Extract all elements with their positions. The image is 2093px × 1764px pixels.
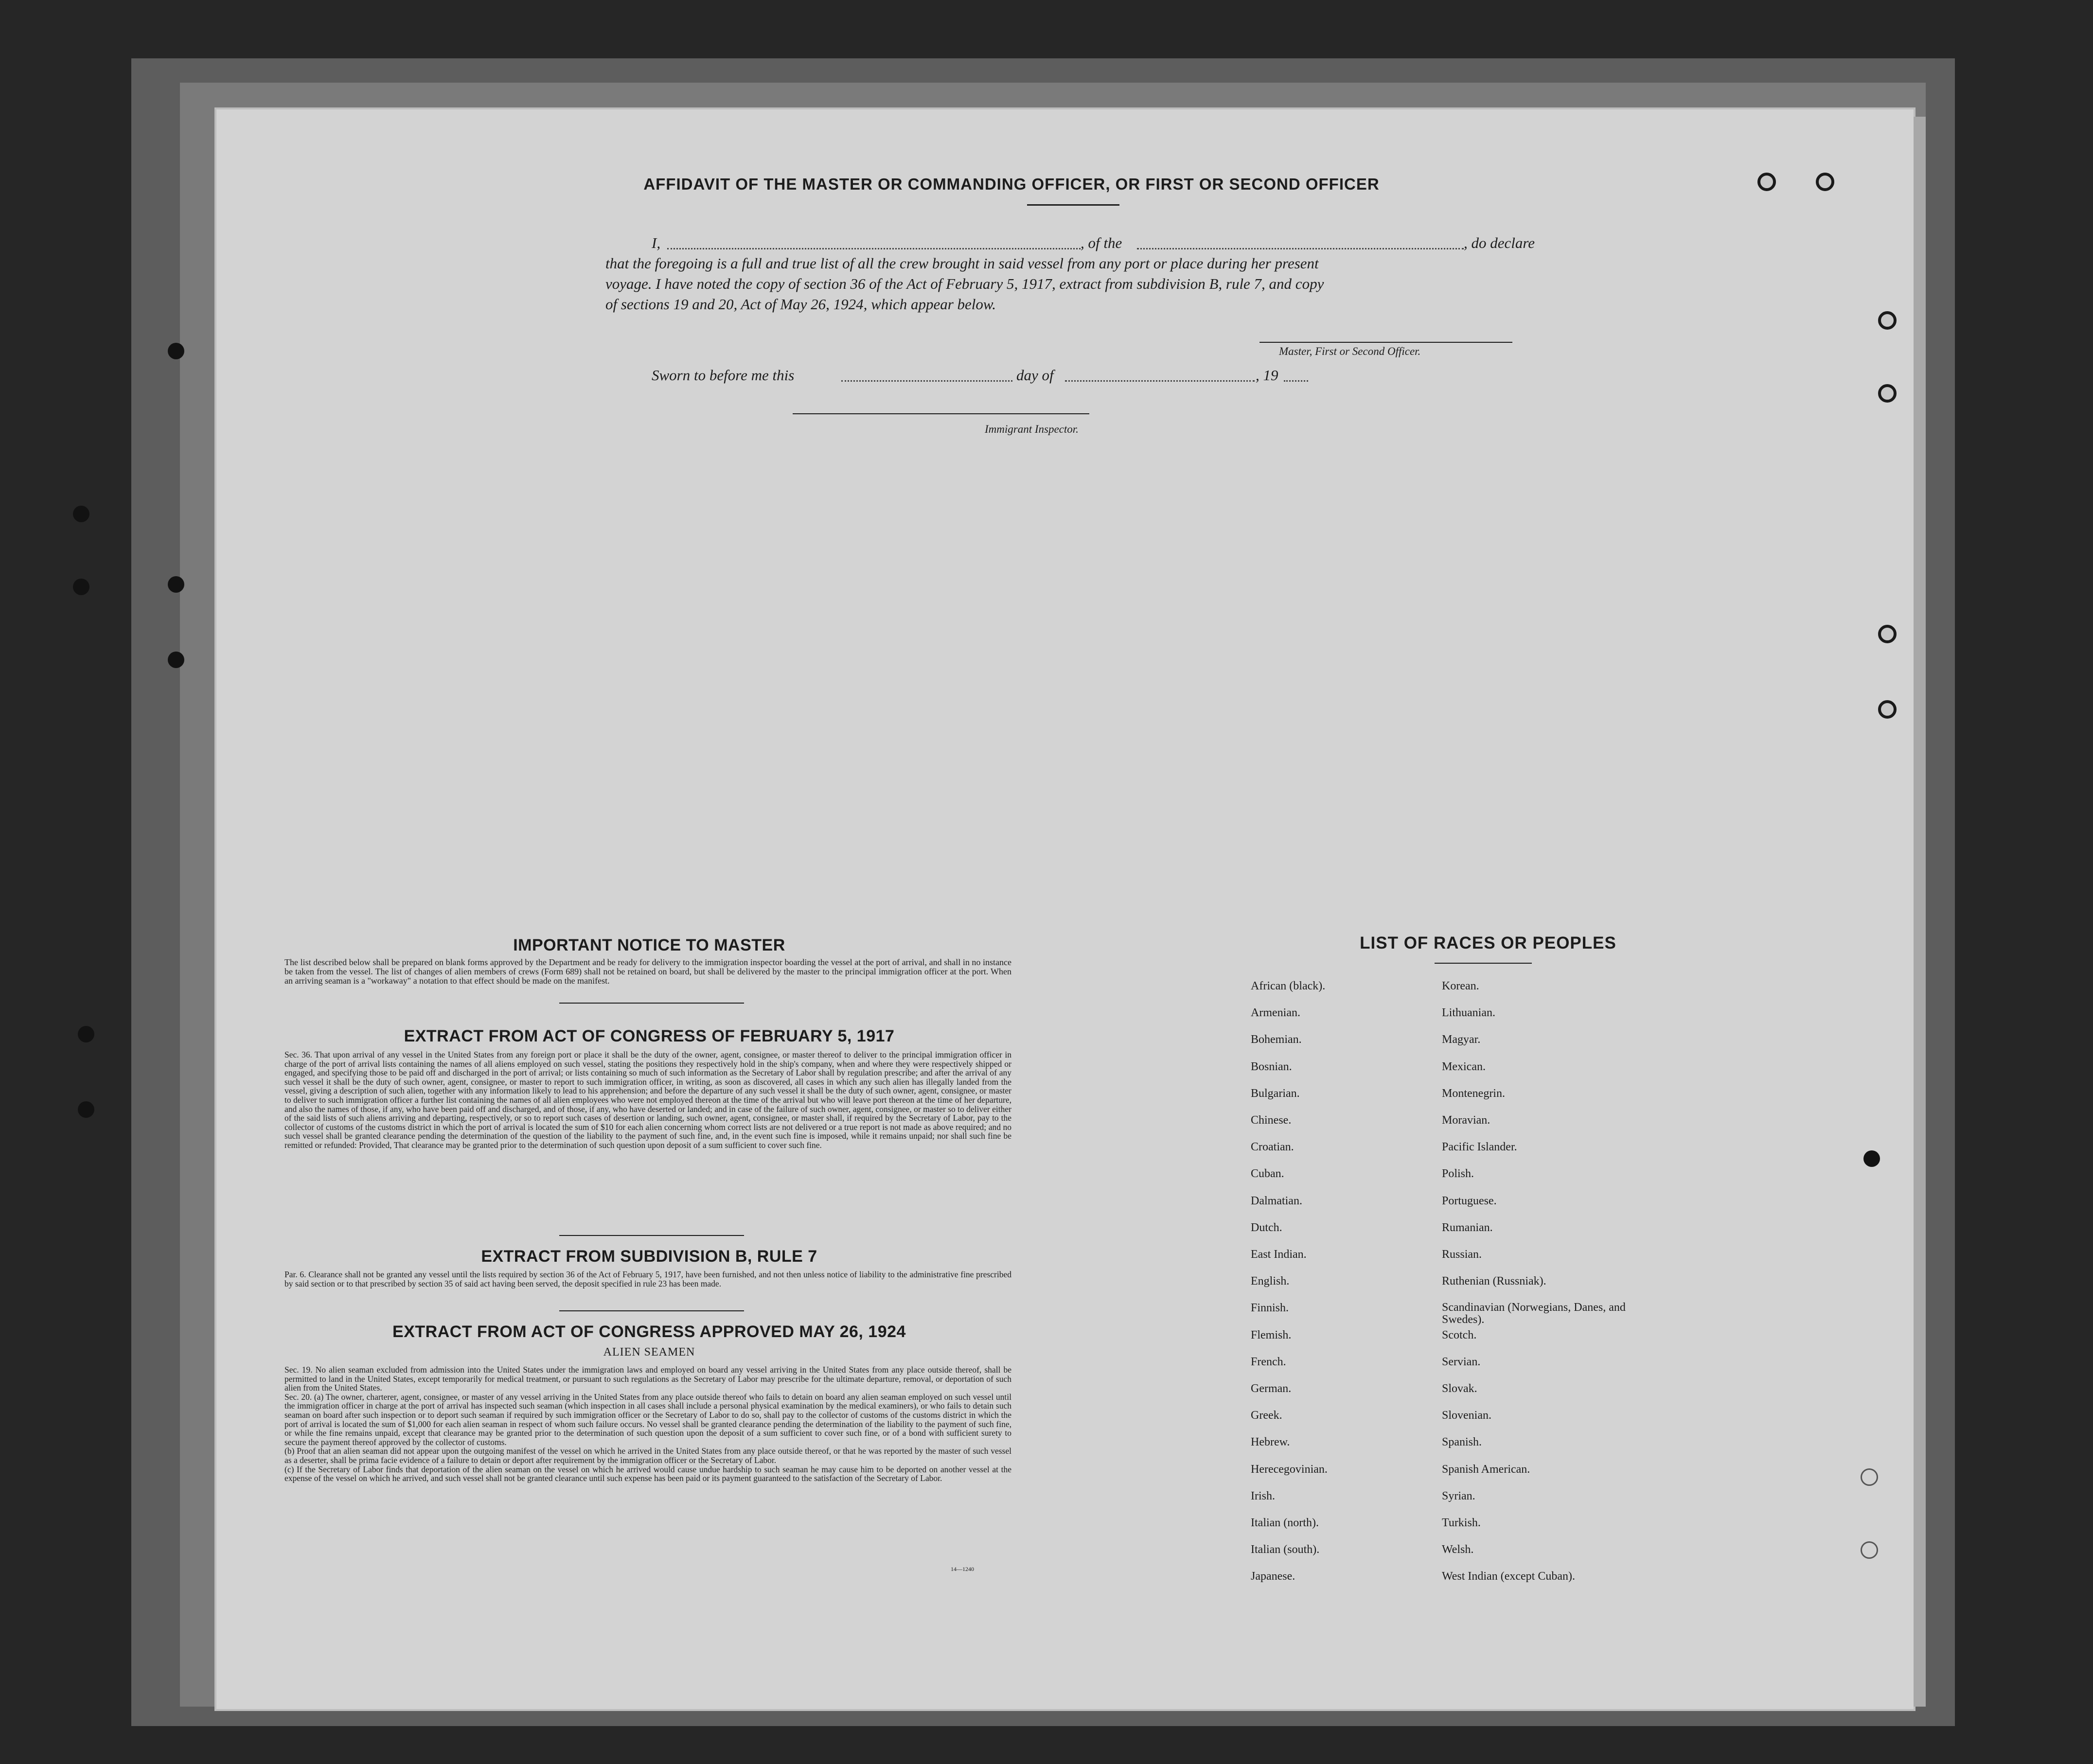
race-item: East Indian. [1251, 1248, 1307, 1261]
races-title: LIST OF RACES OR PEOPLES [1360, 934, 1616, 953]
binder-hole [1878, 311, 1897, 330]
binder-hole [1878, 625, 1897, 643]
sworn-day-blank [841, 380, 1012, 382]
year-label: , 19 [1256, 367, 1278, 384]
divider [559, 1003, 744, 1004]
race-item: Welsh. [1442, 1543, 1474, 1556]
races-underline [1435, 963, 1532, 964]
affidavit-line-3: voyage. I have noted the copy of section 36 of the Act of February 5, 1917, extract from subdivision B, rule 7, and copy [605, 275, 1324, 292]
extract1-text: Sec. 36. That upon arrival of any vessel in the United States from any foreign port or place it shall be the duty of the owner, agent, consignee, or master thereof to deliver to the principal immigration officer in charge of the port of arrival lists containing the names of all aliens employed on such vessel, stating the positions they respectively hold in the ship's company, when and where they were respectively shipped or engaged, and specifying those to be paid off and discharged in the port of arrival; or lists containing so much of such information as the Secretary of Labor shall by regulation prescribe; and after the arrival of any such vessel it shall be the duty of such owner, agent, consignee, or master to report to such immigration officer, in writing, as soon as discovered, all cases in which any such alien has illegally landed from the vessel, giving a description of such alien, together with any information likely to lead to his apprehension; and before the departure of any such vessel it shall be the duty of such owner, agent, consignee, or master to deliver to such immigration officer a further list containing the names of all alien employees who were not employed thereon at the time of the arrival but who will leave port thereon at the time of her departure, and also the names of those, if any, who have been paid off and discharged, and of those, if any, who have deserted or landed; and in case of the failure of such owner, agent, consignee, or master so to deliver either of the said lists of such aliens arriving and departing, respectively, or so to report such cases of desertion or landing, such owner, agent, consignee, or master shall, if required by the Secretary of Labor, pay to the collector of customs of the customs district in which the port of arrival is located the sum of $10 for each alien concerning whom correct lists are not delivered or a true report is not made as above required; and no such vessel shall be granted clearance pending the determination of the question of the liability to the payment of such fine, and, in the event such fine is imposed, while it remains unpaid; nor shall such fine be remitted or refunded: Provided, That clearance may be granted prior to the determination of such question upon deposit of a sum sufficient to cover such fine. [284, 1050, 1011, 1150]
title-underline [1027, 204, 1119, 206]
extract1-title: EXTRACT FROM ACT OF CONGRESS OF FEBRUARY 5, 1917 [404, 1027, 895, 1045]
binder-hole [1878, 384, 1897, 403]
binder-hole [168, 652, 184, 668]
race-item: Servian. [1442, 1355, 1481, 1368]
binder-hole [1757, 173, 1776, 191]
race-item: African (black). [1251, 980, 1326, 992]
affidavit-line-2: that the foregoing is a full and true list of all the crew brought in said vessel from any port or place during her present [605, 255, 1319, 272]
affidavit-line-4: of sections 19 and 20, Act of May 26, 1924, which appear below. [605, 296, 996, 313]
race-item: West Indian (except Cuban). [1442, 1570, 1575, 1583]
master-caption: Master, First or Second Officer. [1279, 345, 1421, 357]
extract3-body [284, 1365, 1011, 1483]
month-blank [1065, 380, 1255, 382]
binder-hole [73, 506, 89, 522]
race-item: Mexican. [1442, 1060, 1486, 1073]
name-blank [667, 248, 1081, 249]
race-item: Spanish American. [1442, 1463, 1530, 1476]
race-item: Bulgarian. [1251, 1087, 1300, 1100]
race-item: Bosnian. [1251, 1060, 1292, 1073]
race-item: Portuguese. [1442, 1194, 1497, 1207]
sec20c-text: (c) If the Secretary of Labor finds that deportation of the alien seaman on the vessel on which he arrived would cause undue hardship to such seaman he may cause him to be deported on another vessel at the expense of the vessel on which he arrived, and such vessel shall not be granted clearance until such expense has been paid or its payment guaranteed to the satisfaction of the Secretary of Labor. [284, 1464, 1011, 1483]
race-item: Italian (north). [1251, 1517, 1319, 1529]
inspector-signature-line [793, 413, 1089, 414]
race-item: Lithuanian. [1442, 1006, 1495, 1020]
notice-title: IMPORTANT NOTICE TO MASTER [513, 936, 785, 954]
sec20a-text: Sec. 20. (a) The owner, charterer, agent, consignee, or master of any vessel arriving in the United States from any place outside thereof who fails to detain on board any alien seaman employed on such vessel until the immigration officer in charge at the port of arrival has inspected such seaman (which inspection in all cases shall include a personal physical examination by the medical examiners), or who fails to detain such seaman on board after such inspection or to deport such seaman if required by such immigration officer or the Secretary of Labor to do so, shall pay to the collector of customs of the customs district in which the port of arrival is located the sum of $1,000 for each alien seaman in respect of whom such failure occurs. No vessel shall be granted clearance pending the determination of the liability to the payment of such fine, or while the fine remains unpaid, except that clearance may be granted prior to the determination of such question upon the deposit of a sum sufficient to cover such fine, or of a bond with sufficient surety to secure the payment thereof approved by the collector of customs. [284, 1392, 1011, 1447]
page-edge [1914, 117, 1926, 1707]
race-item: Chinese. [1251, 1114, 1292, 1127]
race-item: Hebrew. [1251, 1436, 1290, 1449]
race-item: Spanish. [1442, 1436, 1482, 1449]
race-item: Magyar. [1442, 1033, 1481, 1046]
race-item: Armenian. [1251, 1006, 1300, 1020]
race-item: English. [1251, 1275, 1290, 1288]
race-item: Flemish. [1251, 1328, 1292, 1341]
race-item: Ruthenian (Russniak). [1442, 1275, 1546, 1288]
binder-hole [1861, 1541, 1878, 1559]
affidavit-i-label: I, [652, 234, 661, 251]
notice-body [284, 958, 1011, 986]
extract2-text: Par. 6. Clearance shall not be granted any vessel until the lists required by section 36 of the Act of February 5, 1917, have been furnished, and not then unless notice of liability to the administrative fine prescribed by said section or to that prescribed by section 35 of said act having been served, the deposit specified in rule 23 has been made. [284, 1270, 1011, 1288]
binder-hole [1878, 700, 1897, 719]
race-item: French. [1251, 1355, 1286, 1368]
sec20b-text: (b) Proof that an alien seaman did not appear upon the outgoing manifest of the vessel on which he arrived in the United States from any place outside thereof, or that he was reported by the master of such vessel as a deserter, shall be prima facie evidence of a failure to detain or deport after requirement by the immigration officer or the Secretary of Labor. [284, 1446, 1011, 1465]
vessel-blank [1137, 248, 1464, 249]
master-signature-line [1259, 342, 1512, 343]
binder-hole [168, 343, 184, 359]
race-item: Cuban. [1251, 1167, 1284, 1181]
year-blank [1284, 380, 1308, 382]
race-item: Scandinavian (Norwegians, Danes, and Swedes). [1442, 1301, 1626, 1326]
race-item: Montenegrin. [1442, 1087, 1505, 1100]
race-item: Russian. [1442, 1248, 1482, 1261]
race-item: Turkish. [1442, 1517, 1481, 1529]
divider [559, 1235, 744, 1236]
extract2-body [284, 1270, 1011, 1288]
race-item: Japanese. [1251, 1570, 1295, 1583]
binder-hole [168, 576, 184, 593]
affidavit-do-declare: , do declare [1464, 234, 1535, 251]
extract3-subtitle: ALIEN SEAMEN [603, 1346, 695, 1358]
affidavit-of-the: , of the [1081, 234, 1122, 251]
day-of-label: day of [1016, 367, 1054, 384]
race-item: Slovak. [1442, 1382, 1477, 1395]
race-item: Moravian. [1442, 1114, 1490, 1127]
race-item: Korean. [1442, 980, 1479, 992]
affidavit-title: AFFIDAVIT OF THE MASTER OR COMMANDING OFFICER, OR FIRST OR SECOND OFFICER [643, 175, 1380, 193]
sec19-text: Sec. 19. No alien seaman excluded from admission into the United States under the immigration laws and employed on board any vessel arriving in the United States from any place outside thereof, shall be permitted to land in the United States, except temporarily for medical treatment, or pursuant to such regulations as the Secretary of Labor may prescribe for the ultimate departure, removal, or deportation of such alien from the United States. [284, 1365, 1011, 1393]
race-item: Syrian. [1442, 1489, 1475, 1502]
notice-text: The list described below shall be prepared on blank forms approved by the Department and be ready for delivery to the immigration inspector boarding the vessel at the port of arrival, and shall in no instance be taken from the vessel. The list of changes of alien members of crews (Form 689) shall not be retained on board, but shall be delivered by the master to the principal immigration officer at the port. When an arriving seaman is a "workaway" a notation to that effect should be made on the manifest. [284, 957, 1011, 986]
race-item: Herecegovinian. [1251, 1463, 1328, 1476]
extract3-title: EXTRACT FROM ACT OF CONGRESS APPROVED MAY 26, 1924 [392, 1323, 906, 1341]
binder-hole [1861, 1468, 1878, 1486]
inspector-caption: Immigrant Inspector. [985, 423, 1079, 435]
extract1-body [284, 1050, 1011, 1150]
sworn-label: Sworn to before me this [652, 367, 795, 384]
binder-hole [1816, 173, 1834, 191]
binder-hole [1863, 1150, 1880, 1167]
extract2-title: EXTRACT FROM SUBDIVISION B, RULE 7 [481, 1247, 817, 1266]
race-item: Pacific Islander. [1442, 1141, 1517, 1154]
divider [559, 1310, 744, 1311]
binder-hole [78, 1101, 94, 1118]
binder-hole [73, 579, 89, 595]
race-item: Finnish. [1251, 1302, 1289, 1315]
race-item: Bohemian. [1251, 1033, 1302, 1046]
race-item: Greek. [1251, 1409, 1282, 1422]
race-item: Scotch. [1442, 1328, 1477, 1341]
race-item: Polish. [1442, 1167, 1474, 1181]
race-item: Irish. [1251, 1489, 1275, 1502]
race-item: Rumanian. [1442, 1221, 1493, 1234]
race-item: Slovenian. [1442, 1409, 1491, 1422]
binder-hole [78, 1026, 94, 1042]
race-item: Dutch. [1251, 1221, 1282, 1234]
race-item: German. [1251, 1382, 1292, 1395]
race-item: Italian (south). [1251, 1543, 1320, 1556]
race-item: Dalmatian. [1251, 1194, 1302, 1207]
race-item: Croatian. [1251, 1141, 1294, 1154]
form-number: 14—1240 [951, 1566, 974, 1572]
